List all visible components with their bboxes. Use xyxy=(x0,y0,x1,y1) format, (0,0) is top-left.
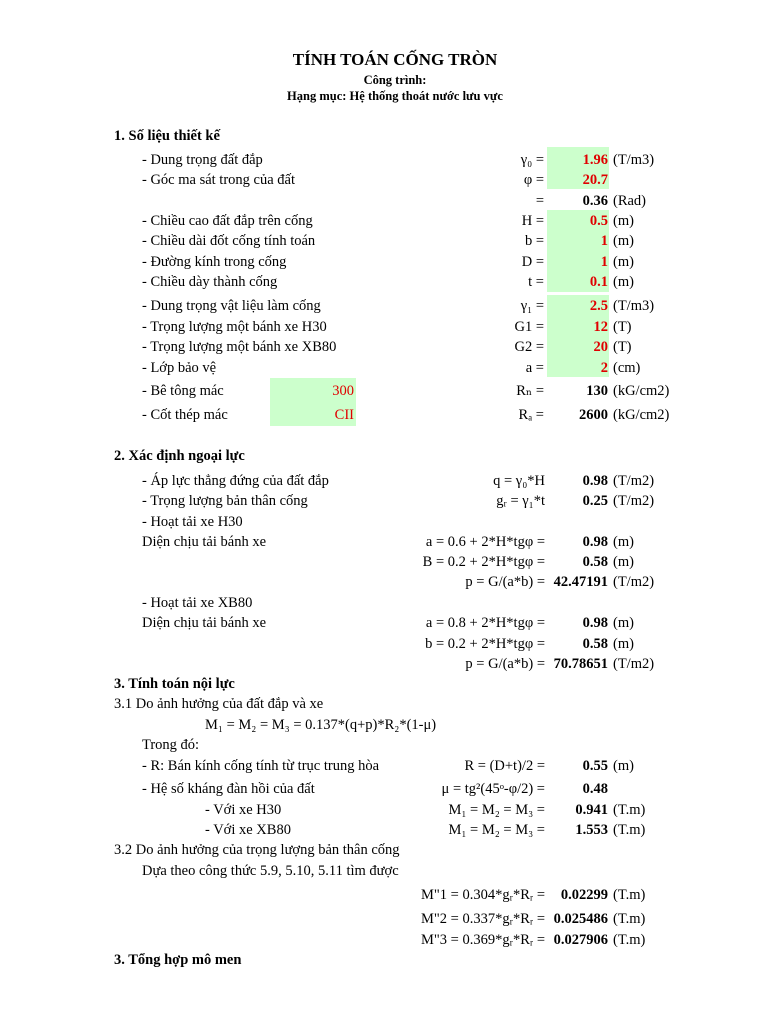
radius-value: 0.55 xyxy=(582,758,608,774)
load-value: 0.98 xyxy=(582,534,608,550)
load-formula: b = 0.2 + 2*H*tgφ = xyxy=(425,636,545,652)
load-value: 0.98 xyxy=(582,615,608,631)
param-unit: (kG/cm2) xyxy=(613,407,670,423)
radius-unit: (m) xyxy=(613,758,634,774)
param-unit: (T) xyxy=(613,339,632,355)
h30-unit: (T.m) xyxy=(613,802,646,818)
load-unit: (T/m2) xyxy=(613,656,655,672)
param-value: 1 xyxy=(600,233,608,249)
load-formula: gᵣ = γ₁*t xyxy=(496,493,545,509)
xb80-unit: (T.m) xyxy=(613,822,646,838)
param-value: 2.5 xyxy=(589,298,608,314)
param-value: 20.7 xyxy=(582,172,608,188)
load-formula: q = γ₀*H xyxy=(493,473,545,489)
param-label: - Chiều cao đất đắp trên cống xyxy=(142,213,313,229)
load-label: - Hoạt tải xe H30 xyxy=(142,514,243,530)
mu-label: - Hệ số kháng đàn hồi của đất xyxy=(142,781,315,797)
param-symbol: H = xyxy=(521,213,544,229)
param-label: - Cốt thép mác xyxy=(142,407,228,423)
mu-value: 0.48 xyxy=(582,781,608,797)
grade-value: 300 xyxy=(332,383,354,399)
load-label: Diện chịu tải bánh xe xyxy=(142,615,267,631)
param-value: 0.5 xyxy=(589,213,608,229)
param-symbol: γ₁ = xyxy=(520,298,544,314)
load-unit: (T/m2) xyxy=(613,473,655,489)
param-label: - Lớp bảo vệ xyxy=(142,360,217,376)
radius-label: - R: Bán kính cống tính từ trục trung hòa xyxy=(142,758,380,774)
param-unit: (m) xyxy=(613,274,634,290)
param-label: - Góc ma sát trong của đất xyxy=(142,172,296,188)
h30-value: 0.941 xyxy=(575,802,608,818)
param-label: - Trọng lượng một bánh xe H30 xyxy=(142,319,327,335)
param-value: 1.96 xyxy=(582,152,608,168)
m3-formula: M"3 = 0.369*gᵣ*Rᵣ = xyxy=(421,932,545,948)
grade-value: CII xyxy=(334,407,354,423)
section-1-heading: 1. Số liệu thiết kế xyxy=(114,128,220,144)
m2-formula: M"2 = 0.337*gᵣ*Rᵣ = xyxy=(421,911,545,927)
param-symbol: G1 = xyxy=(514,319,544,335)
param-value: 0.1 xyxy=(589,274,608,290)
load-unit: (m) xyxy=(613,534,634,550)
xb80-value: 1.553 xyxy=(575,822,608,838)
param-symbol: G2 = xyxy=(514,339,544,355)
param-value: 1 xyxy=(600,254,608,270)
param-symbol: φ = xyxy=(523,172,544,188)
param-unit: (m) xyxy=(613,254,634,270)
param-value: 12 xyxy=(593,319,608,335)
h30-label: - Với xe H30 xyxy=(205,802,282,818)
load-unit: (m) xyxy=(613,615,634,631)
section-2-heading: 2. Xác định ngoại lực xyxy=(114,448,245,464)
load-formula: a = 0.8 + 2*H*tgφ = xyxy=(425,615,545,631)
param-label: - Trọng lượng một bánh xe XB80 xyxy=(142,339,337,355)
load-value: 70.78651 xyxy=(553,656,608,672)
param-symbol: γ₀ = xyxy=(520,152,544,168)
m3-unit: (T.m) xyxy=(613,932,646,948)
load-value: 0.58 xyxy=(582,636,608,652)
load-formula: a = 0.6 + 2*H*tgφ = xyxy=(425,534,545,550)
param-symbol: Rₐ = xyxy=(518,407,544,423)
load-value: 42.47191 xyxy=(553,574,608,590)
param-unit: (m) xyxy=(613,233,634,249)
param-symbol: a = xyxy=(525,360,544,376)
item-label: Hạng mục: Hệ thống thoát nước lưu vực xyxy=(287,89,503,103)
load-unit: (T/m2) xyxy=(613,493,655,509)
load-formula: p = G/(a*b) = xyxy=(465,574,545,590)
param-label: - Chiều dày thành cống xyxy=(142,274,278,290)
page-title: TÍNH TOÁN CỐNG TRÒN xyxy=(292,50,498,69)
param-unit: (T/m3) xyxy=(613,152,655,168)
param-unit: (T) xyxy=(613,319,632,335)
project-label: Công trình: xyxy=(363,73,427,87)
subsection-3-2: 3.2 Do ảnh hưởng của trọng lượng bản thân cống xyxy=(114,842,400,858)
load-formula: B = 0.2 + 2*H*tgφ = xyxy=(422,554,545,570)
param-value: 130 xyxy=(586,383,608,399)
param-label: - Chiều dài đốt cống tính toán xyxy=(142,233,316,249)
xb80-formula: M₁ = M₂ = M₃ = xyxy=(448,822,545,838)
load-formula: p = G/(a*b) = xyxy=(465,656,545,672)
section-3-heading: 3. Tính toán nội lực xyxy=(114,676,235,692)
load-label: - Áp lực thẳng đứng của đất đắp xyxy=(142,473,329,489)
load-value: 0.25 xyxy=(582,493,608,509)
param-unit: (cm) xyxy=(613,360,641,376)
m3-value: 0.027906 xyxy=(553,932,608,948)
m1-value: 0.02299 xyxy=(560,887,608,903)
subsection-3-1: 3.1 Do ảnh hưởng của đất đắp và xe xyxy=(114,696,324,712)
param-unit: (Rad) xyxy=(613,193,647,209)
load-unit: (m) xyxy=(613,636,634,652)
load-label: - Trọng lượng bản thân cống xyxy=(142,493,308,509)
m1-unit: (T.m) xyxy=(613,887,646,903)
m1-formula: M"1 = 0.304*gᵣ*Rᵣ = xyxy=(421,887,545,903)
load-label: - Hoạt tải xe XB80 xyxy=(142,595,253,611)
param-label: - Dung trọng đất đắp xyxy=(142,152,263,168)
radius-formula: R = (D+t)/2 = xyxy=(464,758,545,774)
load-unit: (m) xyxy=(613,554,634,570)
subsection-3-2-note: Dựa theo công thức 5.9, 5.10, 5.11 tìm được xyxy=(142,863,399,879)
param-unit: (m) xyxy=(613,213,634,229)
load-unit: (T/m2) xyxy=(613,574,655,590)
param-symbol: = xyxy=(535,193,544,209)
h30-formula: M₁ = M₂ = M₃ = xyxy=(448,802,545,818)
param-label: - Đường kính trong cống xyxy=(142,254,287,270)
load-label: Diện chịu tải bánh xe xyxy=(142,534,267,550)
mu-formula: μ = tg²(45ᵒ-φ/2) = xyxy=(441,781,545,797)
m2-value: 0.025486 xyxy=(553,911,608,927)
param-symbol: t = xyxy=(528,274,544,290)
param-value: 20 xyxy=(593,339,608,355)
param-value: 2600 xyxy=(579,407,608,423)
param-value: 2 xyxy=(600,360,608,376)
param-symbol: Rₙ = xyxy=(516,383,544,399)
section-4-heading: 3. Tổng hợp mô men xyxy=(114,952,242,968)
m2-unit: (T.m) xyxy=(613,911,646,927)
param-unit: (T/m3) xyxy=(613,298,655,314)
param-symbol: D = xyxy=(521,254,544,270)
param-label: - Dung trọng vật liệu làm cống xyxy=(142,298,321,314)
xb80-label: - Với xe XB80 xyxy=(205,822,291,838)
load-value: 0.98 xyxy=(582,473,608,489)
load-value: 0.58 xyxy=(582,554,608,570)
param-label: - Bê tông mác xyxy=(142,383,224,399)
param-value: 0.36 xyxy=(582,193,608,209)
param-symbol: b = xyxy=(524,233,544,249)
where-label: Trong đó: xyxy=(142,737,200,753)
moment-formula: M₁ = M₂ = M₃ = 0.137*(q+p)*R₂*(1-μ) xyxy=(205,717,437,733)
param-unit: (kG/cm2) xyxy=(613,383,670,399)
